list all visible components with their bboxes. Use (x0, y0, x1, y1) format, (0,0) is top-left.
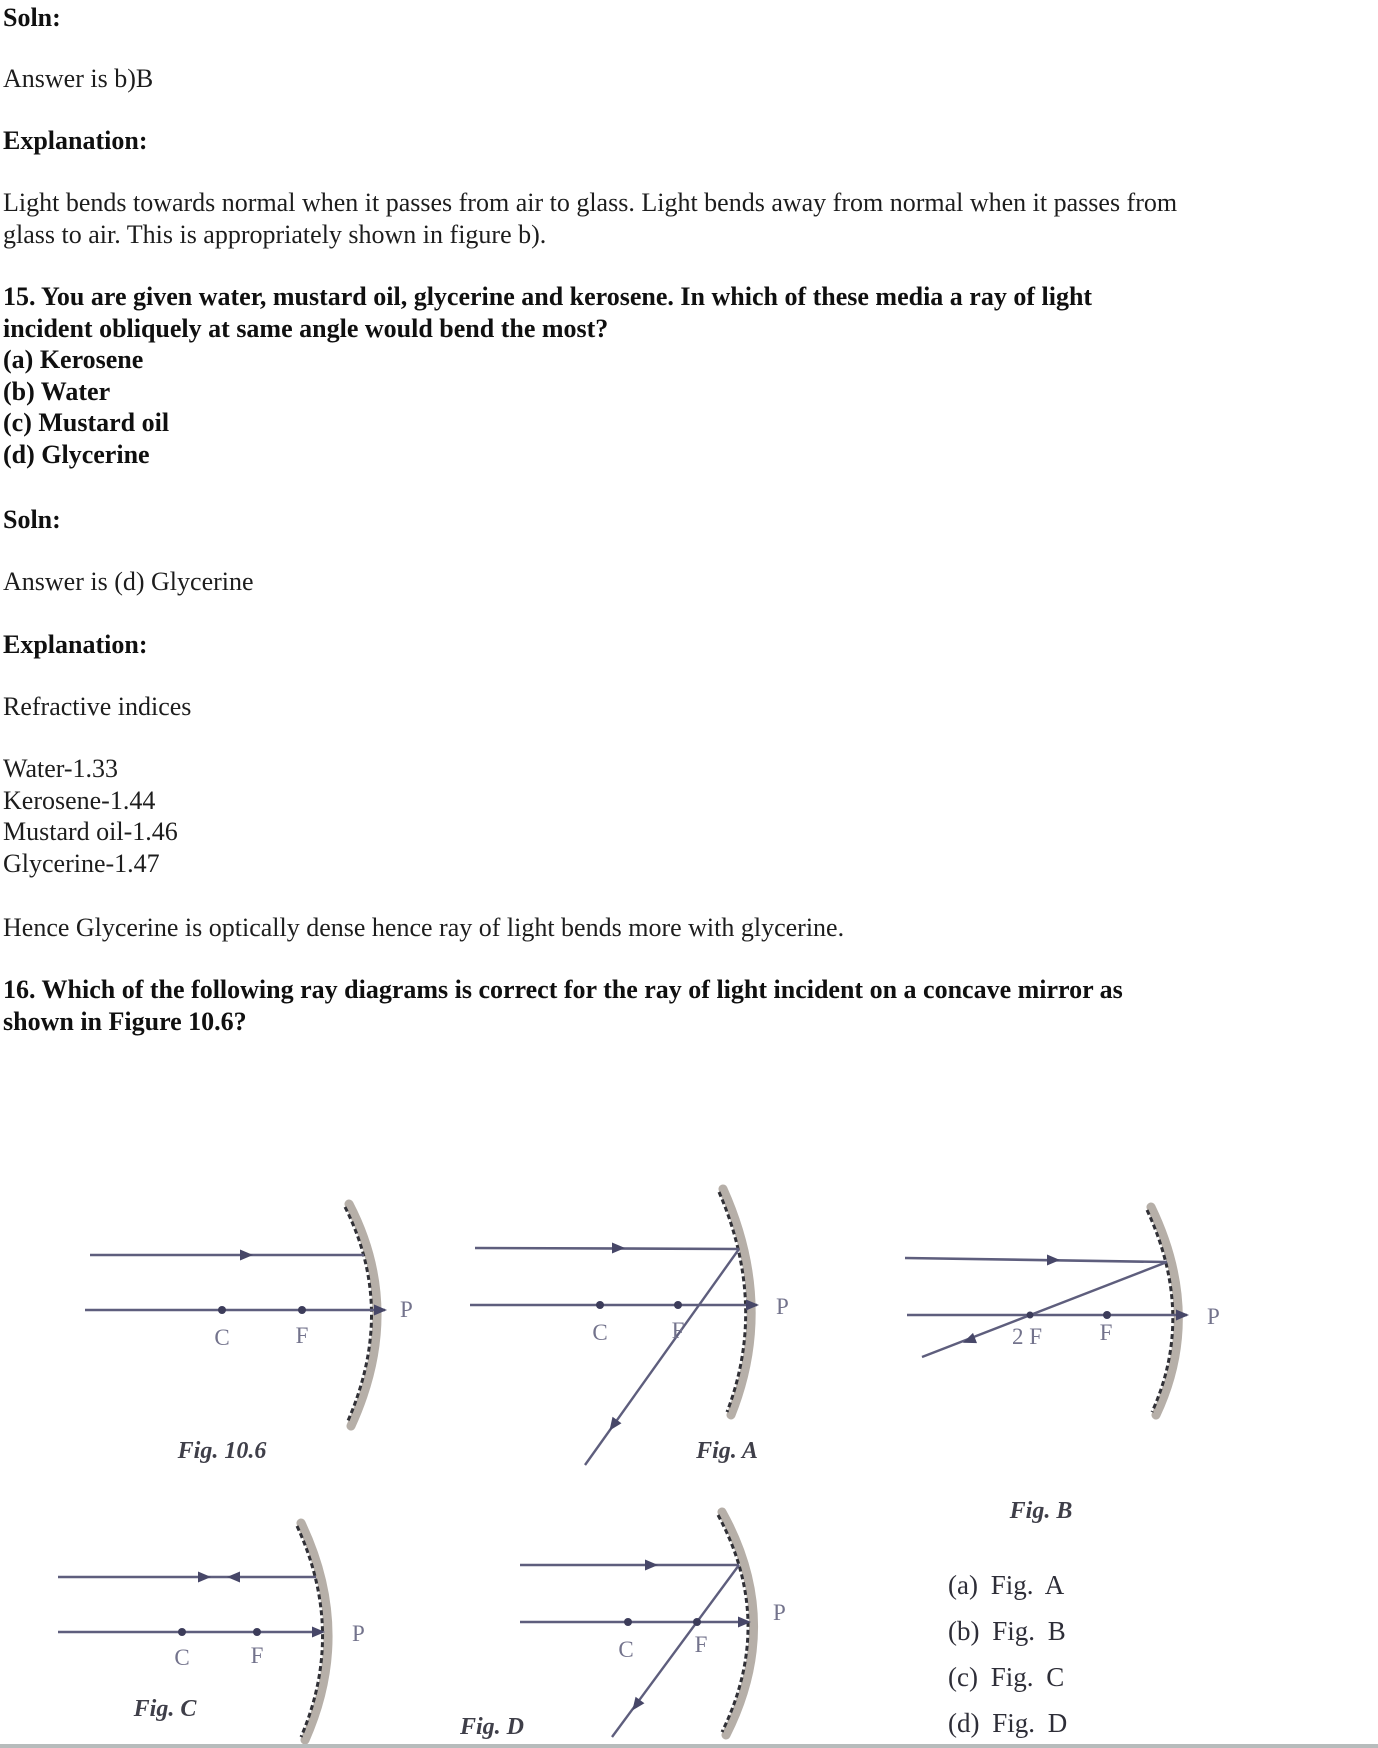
label-p: P (773, 1600, 786, 1625)
option-b-q15: (b) Water (3, 376, 111, 406)
label-f: F (694, 1632, 708, 1657)
incident-ray-arrow (612, 1243, 625, 1254)
label-f: F (250, 1643, 264, 1668)
incident-ray (905, 1258, 1167, 1262)
label-c: C (214, 1325, 230, 1350)
point-f (253, 1628, 261, 1636)
fig-d-caption: Fig. D (459, 1714, 525, 1740)
answer-q15: Answer is (d) Glycerine (3, 567, 254, 596)
reflected-ray (922, 1262, 1167, 1357)
reflected-ray (585, 1249, 739, 1465)
option-a-q16: (a) Fig. A (948, 1570, 1065, 1600)
option-d-q15: (d) Glycerine (3, 439, 150, 469)
question-15-line2: incident obliquely at same angle would bend the most? (3, 313, 609, 343)
option-a-q15: (a) Kerosene (3, 345, 144, 374)
fig-10-6-caption: Fig. 10.6 (177, 1438, 267, 1464)
label-p: P (776, 1294, 789, 1319)
soln-heading-q14: Soln: (3, 3, 61, 32)
fig-b-diagram (905, 1207, 1220, 1524)
incident-ray (475, 1248, 739, 1249)
index-kerosene: Kerosene-1.44 (3, 785, 156, 815)
fig-c-diagram (58, 1523, 365, 1740)
soln-heading-q15: Soln: (3, 505, 61, 534)
explanation-heading-q15: Explanation: (3, 630, 148, 659)
incident-ray-arrow (240, 1250, 253, 1261)
label-f: F (1099, 1320, 1113, 1345)
index-glycerine: Glycerine-1.47 (3, 848, 160, 878)
fig-b-caption: Fig. B (1009, 1498, 1073, 1524)
label-p: P (400, 1297, 413, 1322)
option-d-q16: (d) Fig. D (948, 1708, 1068, 1738)
incident-ray-arrow (198, 1572, 211, 1583)
ray-diagrams-figure (0, 1080, 1378, 1748)
point-f (298, 1306, 306, 1314)
conclusion-q15: Hence Glycerine is optically dense hence ray of light bends more with glycerine. (3, 913, 845, 942)
point-c (178, 1628, 186, 1636)
point-c (624, 1618, 632, 1626)
question-16-line1: 16. Which of the following ray diagrams is correct for the ray of light incident on a concave mirror as (3, 975, 1123, 1004)
question-15 (3, 281, 1092, 344)
refractive-indices-list (3, 753, 178, 879)
label-c: C (592, 1320, 608, 1345)
fig-c-caption: Fig. C (133, 1696, 197, 1722)
point-f (693, 1618, 701, 1626)
option-c-q15: (c) Mustard oil (3, 408, 170, 437)
fig-a-caption: Fig. A (696, 1438, 758, 1464)
point-f (1103, 1311, 1111, 1319)
explanation-q14-line2: glass to air. This is appropriately shown in figure b). (3, 219, 547, 249)
option-b-q16: (b) Fig. B (948, 1616, 1066, 1646)
page-bottom-edge (0, 1744, 1378, 1748)
question-16 (3, 974, 1123, 1037)
fig-d-diagram (459, 1512, 786, 1740)
option-c-q16: (c) Fig. C (948, 1662, 1065, 1692)
label-f: F (295, 1323, 309, 1348)
point-f (674, 1301, 682, 1309)
answer-q14: Answer is b)B (3, 64, 154, 93)
label-2f: 2 F (1011, 1324, 1043, 1349)
explanation-q14 (3, 187, 1177, 250)
question-16-options (948, 1562, 1067, 1746)
incident-ray-arrow (1047, 1255, 1060, 1266)
question-15-line1: 15. You are given water, mustard oil, glycerine and kerosene. In which of these media a ray of light (3, 282, 1093, 311)
point-c (596, 1301, 604, 1309)
question-15-options (3, 344, 169, 470)
reflected-ray-arrow (227, 1572, 240, 1583)
incident-ray-arrow (645, 1560, 658, 1571)
label-c: C (174, 1645, 190, 1670)
fig-a-diagram (470, 1189, 789, 1465)
index-water: Water-1.33 (3, 754, 119, 783)
mirror-back (1151, 1207, 1178, 1415)
point-c (218, 1306, 226, 1314)
refractive-indices-heading: Refractive indices (3, 692, 192, 721)
label-f: F (671, 1318, 685, 1343)
label-p: P (352, 1621, 365, 1646)
label-p: P (1207, 1304, 1220, 1329)
index-mustard-oil: Mustard oil-1.46 (3, 817, 178, 846)
explanation-heading-q14: Explanation: (3, 126, 148, 155)
label-c: C (618, 1637, 634, 1662)
fig-10-6-diagram (85, 1204, 413, 1464)
point-2f (1027, 1312, 1034, 1319)
question-16-line2: shown in Figure 10.6? (3, 1006, 247, 1036)
explanation-q14-line1: Light bends towards normal when it passes from air to glass. Light bends away from normal when it passes from (3, 188, 1178, 217)
